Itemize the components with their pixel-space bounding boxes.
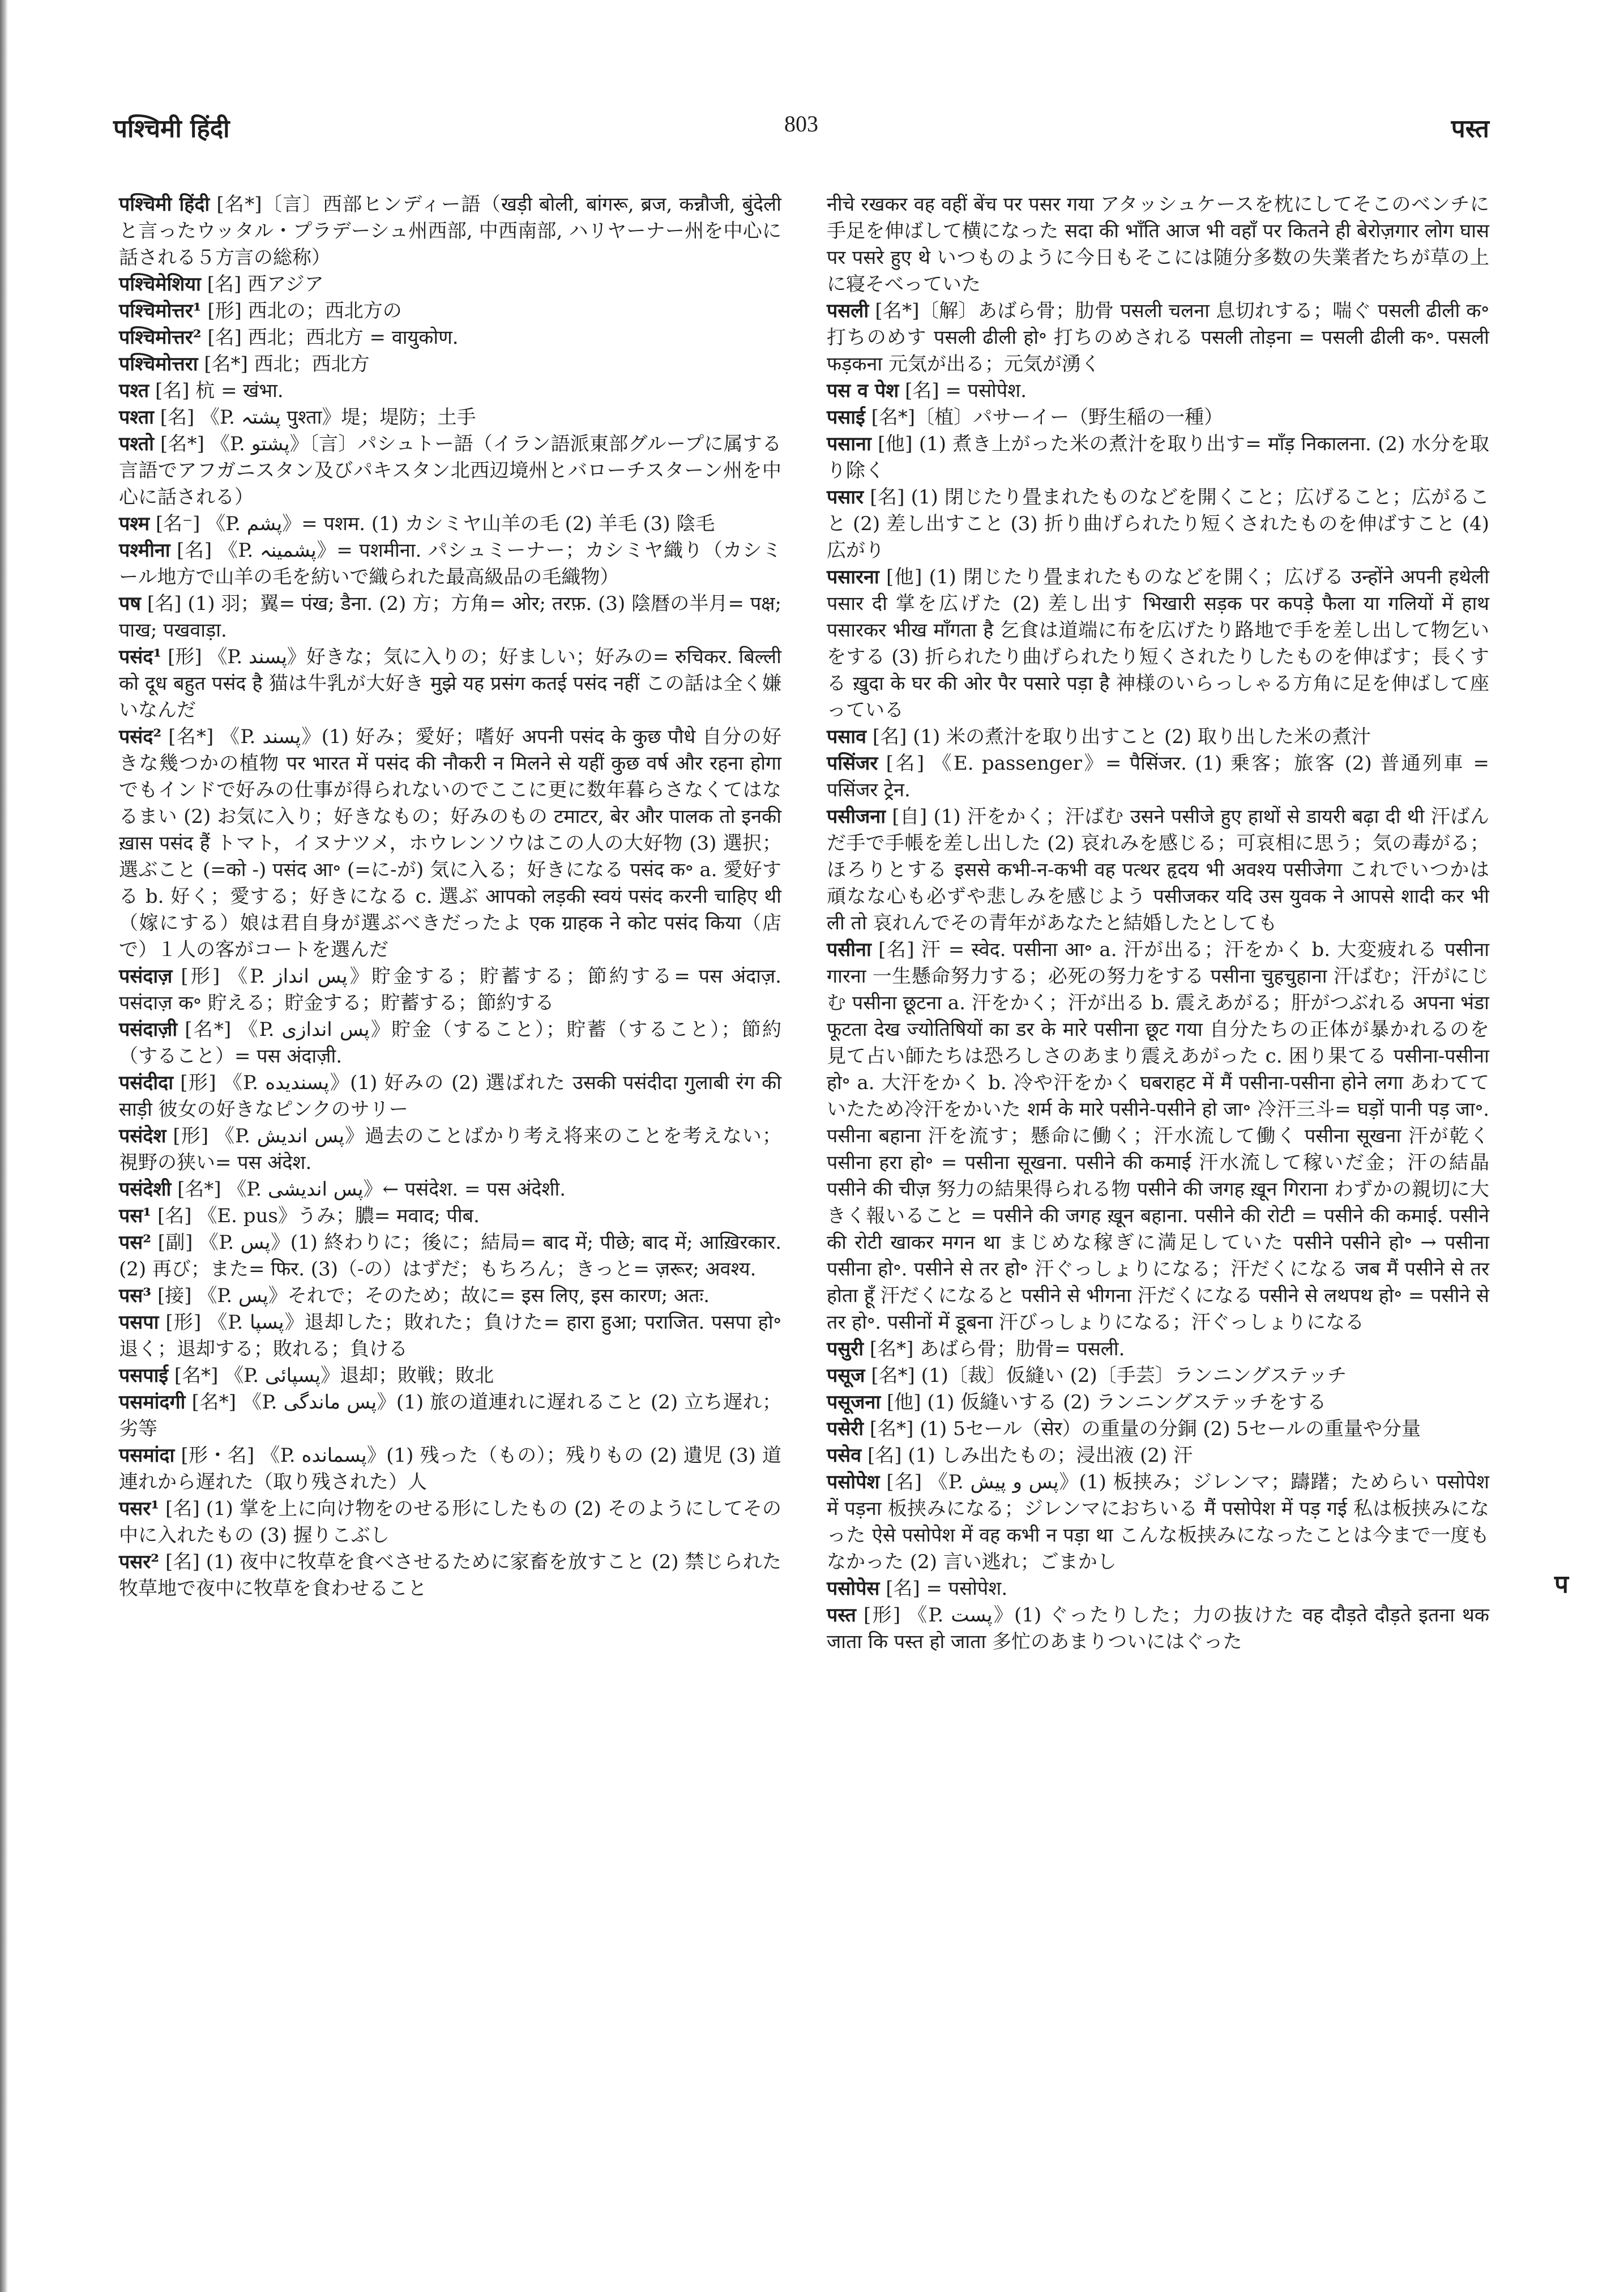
headword: पसीजना bbox=[827, 805, 886, 828]
entry-definition: [名] (1) しみ出たもの；浸出液 (2) 汗 bbox=[867, 1444, 1193, 1467]
dictionary-entry bbox=[827, 724, 1489, 750]
dictionary-entry bbox=[119, 351, 781, 378]
headword: पसार bbox=[827, 486, 864, 509]
entry-definition: [名*]〔植〕パサーイー（野生稲の一種） bbox=[871, 406, 1224, 429]
headword: पसमांदगी bbox=[119, 1391, 186, 1414]
dictionary-entry bbox=[827, 804, 1489, 937]
dictionary-entry bbox=[827, 1442, 1489, 1469]
entry-definition: [名*] 《P. پشتو》〔言〕パシュトー語（イラン語派東部グループに属する言語でアフガニスタン及びパキスタン北西辺境州とバローチスターン州を中心に話される） bbox=[119, 433, 781, 509]
entry-definition: [名] 西アジア bbox=[207, 273, 324, 296]
headword: पश्त bbox=[119, 379, 149, 402]
headword: पसमांदा bbox=[119, 1444, 175, 1467]
headword: पसोपेस bbox=[827, 1577, 880, 1600]
headword: पसेव bbox=[827, 1444, 862, 1467]
entry-definition: [自] (1) 汗をかく；汗ばむ उसने पसीजे हुए हाथों से डायरी बढ़ा दी थी 汗ばんだ手で手帳を差し出した (2) 哀れみを感じる；可哀相に思う；気の毒がる；ほろりとする इससे कभी-न-कभी वह पत्थर हृदय भी अवश्य पसीजेगा これでいつかは頑なな心も必ずや悲しみを感じよう पसीजकर यदि उस युवक ने आपसे शादी कर भी ली तो 哀れんでその青年があなたと結婚したとしても bbox=[827, 805, 1489, 934]
dictionary-entry bbox=[119, 1309, 781, 1363]
dictionary-entry bbox=[119, 1203, 781, 1230]
right-column bbox=[827, 191, 1489, 1655]
headword: पसोपेश bbox=[827, 1471, 880, 1493]
dictionary-entry bbox=[119, 191, 781, 271]
running-header bbox=[113, 110, 1489, 151]
headword: पश्चिमेशिया bbox=[119, 273, 201, 296]
entry-definition: [名] = पसोपेश. bbox=[886, 1577, 1008, 1600]
dictionary-entry bbox=[827, 937, 1489, 1336]
dictionary-entry bbox=[119, 1176, 781, 1203]
headword: पस व पेश bbox=[827, 379, 899, 402]
thumb-index-letter: प bbox=[1554, 1570, 1569, 1599]
dictionary-entry bbox=[119, 724, 781, 963]
headword: पस्त bbox=[827, 1604, 856, 1627]
dictionary-entry bbox=[119, 271, 781, 298]
headword: पश्ता bbox=[119, 406, 154, 429]
dictionary-entry bbox=[119, 644, 781, 724]
headword: पसुरी bbox=[827, 1338, 864, 1360]
entry-definition: [名] = पसोपेश. bbox=[905, 379, 1027, 402]
header-last-headword: पस्त bbox=[1451, 114, 1489, 143]
dictionary-entry bbox=[119, 298, 781, 325]
dictionary-entry bbox=[827, 564, 1489, 724]
entry-definition: [形] 《P. پس اندیش》過去のことばかり考え将来のことを考えない；視野の狭い= पस अंदेश. bbox=[119, 1125, 782, 1174]
page-number: 803 bbox=[784, 111, 818, 136]
entry-definition: [名*] 《P. پسند》(1) 好み；愛好；嗜好 अपनी पसंद के कुछ पौधे 自分の好きな幾つかの植物 पर भारत में पसंद की नौकरी न मिलने से यहीं कुछ वर्ष और रहना होगा でもインドで好みの仕事が得られないのでここに更に数年暮らさなくてはなるまい (2) お気に入り；好きなもの；好みのもの टमाटर, बेर और पालक तो इनकी ख़ास पसंद हैं トマト，イヌナツメ，ホウレンソウはこの人の大好物 (3) 選択；選ぶこと (=को -) पसंद आ॰ (=に-が) 気に入る；好きになる पसंद क॰ a. 愛好する b. 好く；愛する；好きになる c. 選ぶ आपको लड़की स्वयं पसंद करनी चाहिए थी（嫁にする）娘は君自身が選ぶべきだったよ एक ग्राहक ने कोट पसंद किया（店で）１人の客がコートを選んだ bbox=[119, 725, 782, 961]
headword: पसाई bbox=[827, 406, 865, 429]
dictionary-entry bbox=[119, 1496, 781, 1549]
dictionary-entry bbox=[119, 537, 781, 591]
dictionary-entry-continued bbox=[827, 191, 1489, 298]
headword: पसंद² bbox=[119, 725, 162, 748]
entry-definition: [名*]〔言〕西部ヒンディー語（खड़ी बोली, बांगरू, ब्रज, कन्नौजी, बुंदेली と言ったウッタル・プラデーシュ州西部, 中西南部, ハリヤーナー州を中心に話される５方言の総称） bbox=[119, 193, 781, 269]
dictionary-entry bbox=[119, 963, 781, 1017]
headword: पसली bbox=[827, 300, 869, 322]
entry-definition: [形] 《P. پسپا》退却した；敗れた；負けた= हारा हुआ; पराजित. पसपा हो॰ 退く；退却する；敗れる；負ける bbox=[119, 1311, 781, 1360]
headword: पसीना bbox=[827, 938, 871, 961]
dictionary-entry bbox=[119, 511, 781, 537]
headword: पसाना bbox=[827, 433, 871, 455]
headword: पश्चिमोत्तरा bbox=[119, 353, 198, 375]
entry-definition: [名*] 《P. پس اندیشی》← पसंदेश. = पस अंदेशी. bbox=[177, 1178, 566, 1201]
headword: पसाव bbox=[827, 725, 867, 748]
entry-definition: [名] (1) 夜中に牧草を食べさせるために家畜を放すこと (2) 禁じられた牧草地で夜中に牧草を食わせること bbox=[119, 1551, 781, 1600]
headword: पस³ bbox=[119, 1284, 152, 1307]
entry-definition: [名*] 《P. پسپائی》退却；敗戦；敗北 bbox=[174, 1364, 494, 1387]
headword: पश्तो bbox=[119, 433, 154, 455]
headword: पसंदेशी bbox=[119, 1178, 172, 1201]
headword: पष bbox=[119, 592, 141, 615]
headword: पश्म bbox=[119, 513, 150, 535]
headword: पसूजना bbox=[827, 1391, 881, 1414]
left-column bbox=[119, 191, 781, 1602]
entry-definition: [名] 《E. passenger》= पैसिंजर. (1) 乗客；旅客 (2) 普通列車 = पसिंजर ट्रेन. bbox=[827, 752, 1489, 801]
entry-definition: [他] (1) 煮き上がった米の煮汁を取り出す= माँड़ निकालना. (2) 水分を取り除く bbox=[827, 433, 1489, 482]
entry-definition: [名] (1) 米の煮汁を取り出すこと (2) 取り出した米の煮汁 bbox=[872, 725, 1371, 748]
headword: पसर² bbox=[119, 1551, 160, 1573]
dictionary-entry bbox=[827, 1336, 1489, 1363]
headword: पसंदाज़ bbox=[119, 965, 173, 988]
dictionary-entry bbox=[827, 750, 1489, 804]
entry-definition: [形・名] 《P. پسمانده》(1) 残った（もの）；残りもの (2) 遺児 (3) 道連れから遅れた（取り残された）人 bbox=[119, 1444, 781, 1493]
dictionary-entry bbox=[119, 1549, 781, 1602]
headword: पसेरी bbox=[827, 1418, 864, 1440]
headword: पसंद¹ bbox=[119, 646, 162, 668]
dictionary-entry bbox=[827, 298, 1489, 378]
headword: पसारना bbox=[827, 566, 879, 588]
entry-definition: [名] (1) 掌を上に向け物をのせる形にしたもの (2) そのようにしてその中に入れたもの (3) 握りこぶし bbox=[119, 1497, 781, 1547]
entry-definition: [形] 《P. پسند》好きな；気に入りの；好ましい；好みの= रुचिकर. बिल्ली को दूध बहुत पसंद है 猫は牛乳が大好き मुझे यह प्रसंग कतई पसंद नहीं この話は全く嫌いなんだ bbox=[119, 646, 781, 722]
headword: पश्मीना bbox=[119, 539, 170, 562]
headword: पसपाई bbox=[119, 1364, 169, 1387]
entry-definition: [名*] 《P. پس ماندگی》(1) 旅の道連れに遅れること (2) 立ち遅れ；劣等 bbox=[119, 1391, 781, 1440]
dictionary-entry bbox=[119, 325, 781, 351]
entry-definition: [名] 汗 = स्वेद. पसीना आ॰ a. 汗が出る；汗をかく b. 大変疲れる पसीना गारना 一生懸命努力する；必死の努力をする पसीना चुहचुहाना 汗ばむ；汗がにじむ पसीना छूटना a. 汗をかく；汗が出る b. 震えあがる；肝がつぶれる अपना भंडा फूटता देख ज्योतिषियों का डर के मारे पसीना छूट गया 自分たちの正体が暴かれるのを見て占い師たちは恐ろしさのあまり震えあがった c. 困り果てる पसीना-पसीना हो॰ a. 大汗をかく b. 冷や汗をかく घबराहट में मैं पसीना-पसीना होने लगा あわてていたため冷汗をかいた शर्म के मारे पसीने-पसीने हो जा॰ 冷汗三斗= घड़ों पानी पड़ जा॰. पसीना बहाना 汗を流す；懸命に働く；汗水流して働く पसीना सूखना 汗が乾く पसीना हरा हो॰ = पसीना सूखना. पसीने की कमाई 汗水流して稼いだ金；汗の結晶 पसीने की चीज़ 努力の結果得られる物 पसीने की जगह ख़ून गिराना わずかの親切に大きく報いること = पसीने की जगह ख़ून बहाना. पसीने की रोटी = पसीने की कमाई. पसीने की रोटी खाकर मगन था まじめな稼ぎに満足していた पसीने पसीने हो॰ → पसीना पसीना हो॰. पसीने से तर हो॰ 汗ぐっしょりになる；汗だくになる जब मैं पसीने से तर होता हूँ 汗だくになると पसीने से भीगना 汗だくになる पसीने से लथपथ हो॰ = पसीने से तर हो॰. पसीनों में डूबना 汗びっしょりになる；汗ぐっしょりになる bbox=[827, 938, 1489, 1334]
entry-definition: [名*]〔解〕あばら骨；肋骨 पसली चलना 息切れする；喘ぐ पसली ढीली क॰ 打ちのめす पसली ढीली हो॰ 打ちのめされる पसली तोड़ना = पसली ढीली क॰. पसली फड़कना 元気が出る；元気が湧く bbox=[827, 300, 1489, 375]
dictionary-entry bbox=[827, 378, 1489, 404]
dictionary-entry bbox=[119, 1017, 781, 1070]
headword: पश्चिमी हिंदी bbox=[119, 193, 210, 216]
dictionary-entry bbox=[119, 1123, 781, 1176]
dictionary-entry bbox=[827, 484, 1489, 564]
entry-definition: [名] 杭 = खंभा. bbox=[155, 379, 284, 402]
dictionary-entry bbox=[119, 431, 781, 511]
dictionary-entry bbox=[119, 591, 781, 644]
headword: पसर¹ bbox=[119, 1497, 160, 1520]
entry-definition: [名*] (1) 5セール（सेर）の重量の分銅 (2) 5セールの重量や分量 bbox=[869, 1418, 1421, 1440]
headword: पसूज bbox=[827, 1364, 865, 1387]
entry-definition: [接] 《P. پس》それで；そのため；故に= इस लिए, इस कारण; अतः. bbox=[157, 1284, 710, 1307]
headword: पस¹ bbox=[119, 1205, 152, 1227]
entry-definition: [名] 《P. پشمینہ》= पशमीना. パシュミーナー；カシミヤ織り（カシミール地方で山羊の毛を紡いで織られた最高級品の毛織物） bbox=[119, 539, 781, 588]
entry-definition: [名⁻] 《P. پشم》= पशम. (1) カシミヤ山羊の毛 (2) 羊毛 (3) 陰毛 bbox=[155, 513, 715, 535]
dictionary-entry bbox=[827, 431, 1489, 484]
entry-definition: [他] (1) 仮縫いする (2) ランニングステッチをする bbox=[887, 1391, 1327, 1414]
headword: पसंदेश bbox=[119, 1125, 166, 1147]
dictionary-entry bbox=[827, 1363, 1489, 1389]
dictionary-entry bbox=[827, 1389, 1489, 1416]
headword: पश्चिमोत्तर¹ bbox=[119, 300, 202, 322]
headword: पसिंजर bbox=[827, 752, 878, 775]
dictionary-entry bbox=[119, 1070, 781, 1123]
headword: पसपा bbox=[119, 1311, 159, 1334]
dictionary-entry bbox=[119, 404, 781, 431]
headword: पश्चिमोत्तर² bbox=[119, 326, 202, 349]
entry-definition: [形] 《P. پسندیده》(1) 好みの (2) 選ばれた उसकी पसंदीदा गुलाबी रंग की साड़ी 彼女の好きなピンクのサリー bbox=[119, 1072, 782, 1121]
entry-definition: [名] 西北；西北方 = वायुकोण. bbox=[207, 326, 459, 349]
entry-definition: [形] 西北の；西北方の bbox=[207, 300, 402, 322]
entry-definition: [形] 《P. پست》(1) ぐったりした；力の抜けた वह दौड़ते दौड़ते इतना थक जाता कि पस्त हो जाता 多忙のあまりついにはぐった bbox=[827, 1604, 1489, 1653]
entry-definition: [名] (1) 閉じたり畳まれたものなどを開くこと；広げること；広がること (2) 差し出すこと (3) 折り曲げられたり短くされたものを伸ばすこと (4) 広がり bbox=[827, 486, 1489, 562]
entry-definition: [名*] あばら骨；肋骨= पसली. bbox=[869, 1338, 1125, 1360]
dictionary-entry bbox=[827, 1576, 1489, 1602]
dictionary-entry bbox=[827, 1469, 1489, 1576]
entry-definition: [名*] (1)〔裁〕仮縫い (2)〔手芸〕ランニングステッチ bbox=[871, 1364, 1347, 1387]
entry-definition: [形] 《P. پس انداز》貯金する；貯蓄する；節約する= पस अंदाज़. पसंदाज़ क॰ 貯える；貯金する；貯蓄する；節約する bbox=[119, 965, 781, 1014]
header-first-headword: पश्चिमी हिंदी bbox=[113, 114, 230, 143]
dictionary-entry bbox=[119, 1230, 781, 1283]
entry-definition: [他] (1) 閉じたり畳まれたものなどを開く；広げる उन्होंने अपनी हथेली पसार दी 掌を広げた (2) 差し出す भिखारी सड़क पर कपड़े फैला या गलियों में हाथ पसारकर भीख माँगता है 乞食は道端に布を広げたり路地で手を差し出して物乞いをする (3) 折られたり曲げられたり短くされたりしたものを伸ばす；長くする ख़ुदा के घर की ओर पैर पसारे पड़ा है 神様のいらっしゃる方角に足を伸ばして座っている bbox=[827, 566, 1490, 722]
dictionary-entry bbox=[119, 1283, 781, 1309]
dictionary-entry bbox=[119, 1363, 781, 1389]
entry-definition: नीचे रखकर वह वहीं बेंच पर पसर गया アタッシュケースを枕にしてそこのベンチに手足を伸ばして横になった सदा की भाँति आज भी वहाँ पर कितने ही बेरोज़गार लोग घास पर पसरे हुए थे いつものように今日もそこには随分多数の失業者たちが草の上に寝そべっていた bbox=[827, 193, 1489, 296]
headword: पसंदीदा bbox=[119, 1072, 174, 1094]
entry-definition: [名] 《E. pus》うみ；膿= मवाद; पीब. bbox=[157, 1205, 480, 1227]
entry-definition: [名*] 《P. پس اندازی》貯金（すること）；貯蓄（すること）；節約（すること）= पस अंदाज़ी. bbox=[119, 1018, 782, 1068]
dictionary-entry bbox=[827, 1416, 1489, 1442]
entry-definition: [副] 《P. پس》(1) 終わりに；後に；結局= बाद में; पीछे; बाद में; आख़िरकार. (2) 再び；また= फिर. (3)（-の）はずだ；もちろん；きっと= ज़रूर; अवश्य. bbox=[119, 1231, 782, 1281]
entry-definition: [名] 《P. پشتہ पुश्ता》堤；堤防；土手 bbox=[160, 406, 476, 429]
dictionary-entry bbox=[119, 378, 781, 404]
page-binding-edge bbox=[0, 0, 8, 2292]
headword: पस² bbox=[119, 1231, 152, 1254]
dictionary-entry bbox=[119, 1389, 781, 1442]
headword: पसंदाज़ी bbox=[119, 1018, 178, 1041]
entry-definition: [名] 《P. پس و پیش》(1) 板挟み；ジレンマ；躊躇；ためらい पसोपेश में पड़ना 板挟みになる；ジレンマにおちいる मैं पसोपेश में पड़ गई 私は板挟みになった ऐसे पसोपेश में वह कभी न पड़ा था こんな板挟みになったことは今まで一度もなかった (2) 言い逃れ；ごまかし bbox=[827, 1471, 1490, 1573]
dictionary-entry bbox=[119, 1442, 781, 1496]
entry-definition: [名] (1) 羽；翼= पंख; डैना. (2) 方；方角= ओर; तरफ़. (3) 陰暦の半月= पक्ष; पाख; पखवाड़ा. bbox=[119, 592, 781, 642]
entry-definition: [名*] 西北；西北方 bbox=[204, 353, 370, 375]
dictionary-entry bbox=[827, 1602, 1489, 1655]
dictionary-entry bbox=[827, 404, 1489, 431]
